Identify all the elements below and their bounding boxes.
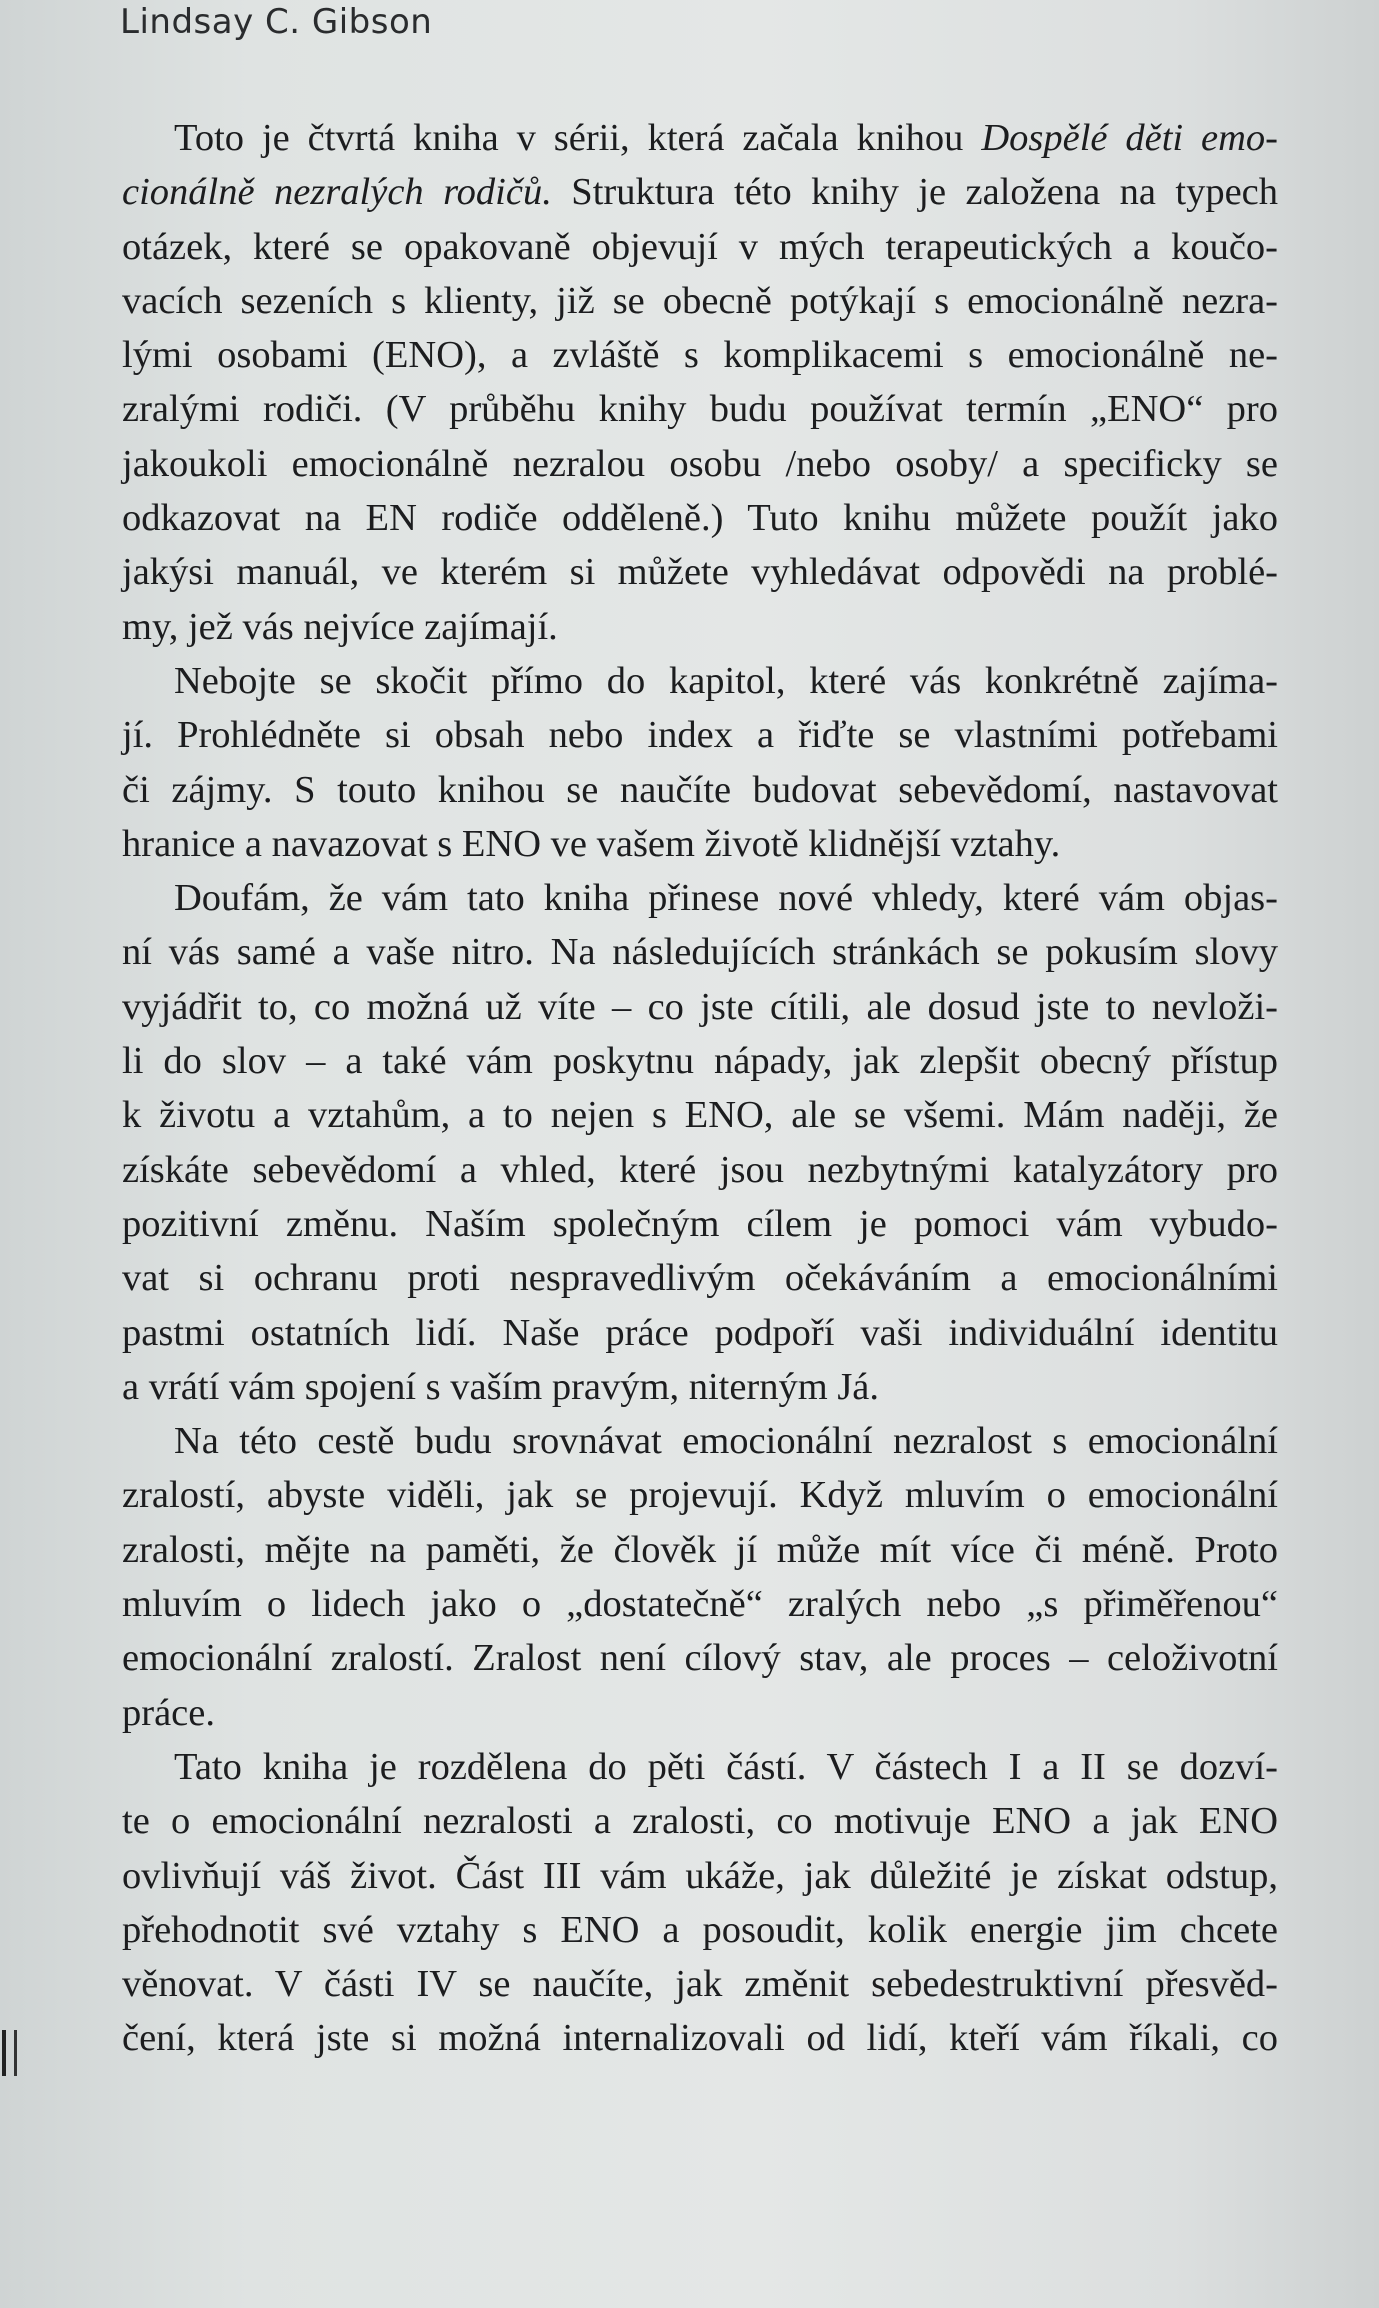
text-line <box>122 980 1278 1034</box>
text-line <box>122 1957 1278 2011</box>
body-text <box>122 111 1278 2066</box>
text-line <box>122 708 1278 762</box>
text-segment: k životu a vztahům, a to nejen s ENO, ale se všemi. Mám naději, že <box>122 1094 1278 1137</box>
page-edge-mark-2 <box>14 2030 17 2076</box>
text-line <box>122 1197 1278 1251</box>
paragraph <box>122 1414 1278 1740</box>
text-line <box>122 1088 1278 1142</box>
text-segment: pozitivní změnu. Naším společným cílem je pomoci vám vybudo- <box>122 1202 1278 1245</box>
text-segment: my, jež vás nejvíce zajímají. <box>122 605 558 648</box>
text-segment: zralými rodiči. (V průběhu knihy budu používat termín „ENO“ pro <box>122 388 1278 431</box>
text-segment: emocionální zralostí. Zralost není cílový stav, ale proces – celoživotní <box>122 1637 1278 1680</box>
text-line <box>122 165 1278 219</box>
text-line <box>122 1849 1278 1903</box>
text-line <box>122 1034 1278 1088</box>
text-line <box>122 654 1278 708</box>
text-line <box>122 1577 1278 1631</box>
text-segment: Tato kniha je rozdělena do pěti částí. V částech I a II se dozví- <box>174 1745 1278 1788</box>
text-line <box>122 274 1278 328</box>
book-title-italic: cionálně nezralých rodičů. <box>122 171 552 214</box>
text-segment: Na této cestě budu srovnávat emocionální nezralost s emocionální <box>174 1420 1278 1463</box>
text-segment: vat si ochranu proti nespravedlivým očekáváním a emocionálními <box>122 1257 1278 1300</box>
text-line <box>122 437 1278 491</box>
text-segment: mluvím o lidech jako o „dostatečně“ zralých nebo „s přiměřenou“ <box>122 1583 1278 1626</box>
text-line <box>122 1468 1278 1522</box>
text-line <box>122 545 1278 599</box>
text-line <box>122 220 1278 274</box>
paragraph <box>122 654 1278 871</box>
text-line <box>122 111 1278 165</box>
text-segment: hranice a navazovat s ENO ve vašem životě klidnější vztahy. <box>122 822 1061 865</box>
text-segment: Nebojte se skočit přímo do kapitol, které vás konkrétně zajíma- <box>174 659 1278 702</box>
text-line <box>122 871 1278 925</box>
text-segment: Struktura této knihy je založena na typech <box>551 171 1278 214</box>
text-line <box>122 1686 1278 1740</box>
text-segment: vacích sezeních s klienty, již se obecně potýkají s emocionálně nezra- <box>122 279 1278 322</box>
text-segment: otázek, které se opakovaně objevují v mých terapeutických a koučo- <box>122 225 1278 268</box>
paragraph <box>122 871 1278 1414</box>
text-segment: či zájmy. S touto knihou se naučíte budovat sebevědomí, nastavovat <box>122 768 1278 811</box>
text-line <box>122 817 1278 871</box>
text-segment: li do slov – a také vám poskytnu nápady, jak zlepšit obecný přístup <box>122 1040 1278 1083</box>
text-segment: lými osobami (ENO), a zvláště s komplikacemi s emocionálně ne- <box>122 334 1278 377</box>
text-segment: získáte sebevědomí a vhled, které jsou nezbytnými katalyzátory pro <box>122 1148 1278 1191</box>
text-segment: jakýsi manuál, ve kterém si můžete vyhledávat odpovědi na problé- <box>122 551 1278 594</box>
text-segment: Toto je čtvrtá kniha v sérii, která začala knihou <box>174 117 982 159</box>
text-line <box>122 1414 1278 1468</box>
text-segment: ní vás samé a vaše nitro. Na následujících stránkách se pokusím slovy <box>122 931 1278 974</box>
text-segment: vyjádřit to, co možná už víte – co jste cítili, ale dosud jste to nevloži- <box>122 985 1278 1028</box>
paragraph <box>122 1740 1278 2066</box>
text-line <box>122 925 1278 979</box>
text-line <box>122 1631 1278 1685</box>
text-line <box>122 1306 1278 1360</box>
text-line <box>122 1360 1278 1414</box>
text-line <box>122 328 1278 382</box>
text-segment: věnovat. V části IV se naučíte, jak změnit sebedestruktivní přesvěd- <box>122 1963 1278 2006</box>
page-edge-mark <box>2 2030 6 2076</box>
text-segment: přehodnotit své vztahy s ENO a posoudit, kolik energie jim chcete <box>122 1908 1278 1951</box>
text-segment: te o emocionální nezralosti a zralosti, co motivuje ENO a jak ENO <box>122 1800 1278 1843</box>
text-segment: práce. <box>122 1691 215 1734</box>
text-line <box>122 600 1278 654</box>
text-segment: a vrátí vám spojení s vaším pravým, niterným Já. <box>122 1365 880 1408</box>
text-line <box>122 1251 1278 1305</box>
text-segment: odkazovat na EN rodiče odděleně.) Tuto knihu můžete použít jako <box>122 497 1278 540</box>
text-segment: čení, která jste si možná internalizovali od lidí, kteří vám říkali, co <box>122 2017 1278 2060</box>
text-line <box>122 1740 1278 1794</box>
text-line <box>122 1794 1278 1848</box>
text-line <box>122 763 1278 817</box>
text-segment: zralostí, abyste viděli, jak se projevují. Když mluvím o emocionální <box>122 1474 1278 1517</box>
text-line <box>122 1903 1278 1957</box>
text-segment: zralosti, mějte na paměti, že člověk jí může mít více či méně. Proto <box>122 1528 1278 1571</box>
text-segment: ovlivňují váš život. Část III vám ukáže, jak důležité je získat odstup, <box>122 1854 1278 1897</box>
text-segment: pastmi ostatních lidí. Naše práce podpoří vaši individuální identitu <box>122 1311 1278 1354</box>
running-head-author: Lindsay C. Gibson <box>120 2 433 42</box>
book-title-italic: Dospělé děti emo- <box>981 117 1278 159</box>
text-segment: jí. Prohlédněte si obsah nebo index a řiďte se vlastními potřebami <box>122 714 1278 757</box>
text-line <box>122 382 1278 436</box>
text-line <box>122 1523 1278 1577</box>
text-line <box>122 1143 1278 1197</box>
paragraph <box>122 111 1278 654</box>
text-line <box>122 2011 1278 2065</box>
text-line <box>122 491 1278 545</box>
text-segment: Doufám, že vám tato kniha přinese nové vhledy, které vám objas- <box>174 877 1278 920</box>
text-segment: jakoukoli emocionálně nezralou osobu /nebo osoby/ a specificky se <box>122 442 1278 485</box>
